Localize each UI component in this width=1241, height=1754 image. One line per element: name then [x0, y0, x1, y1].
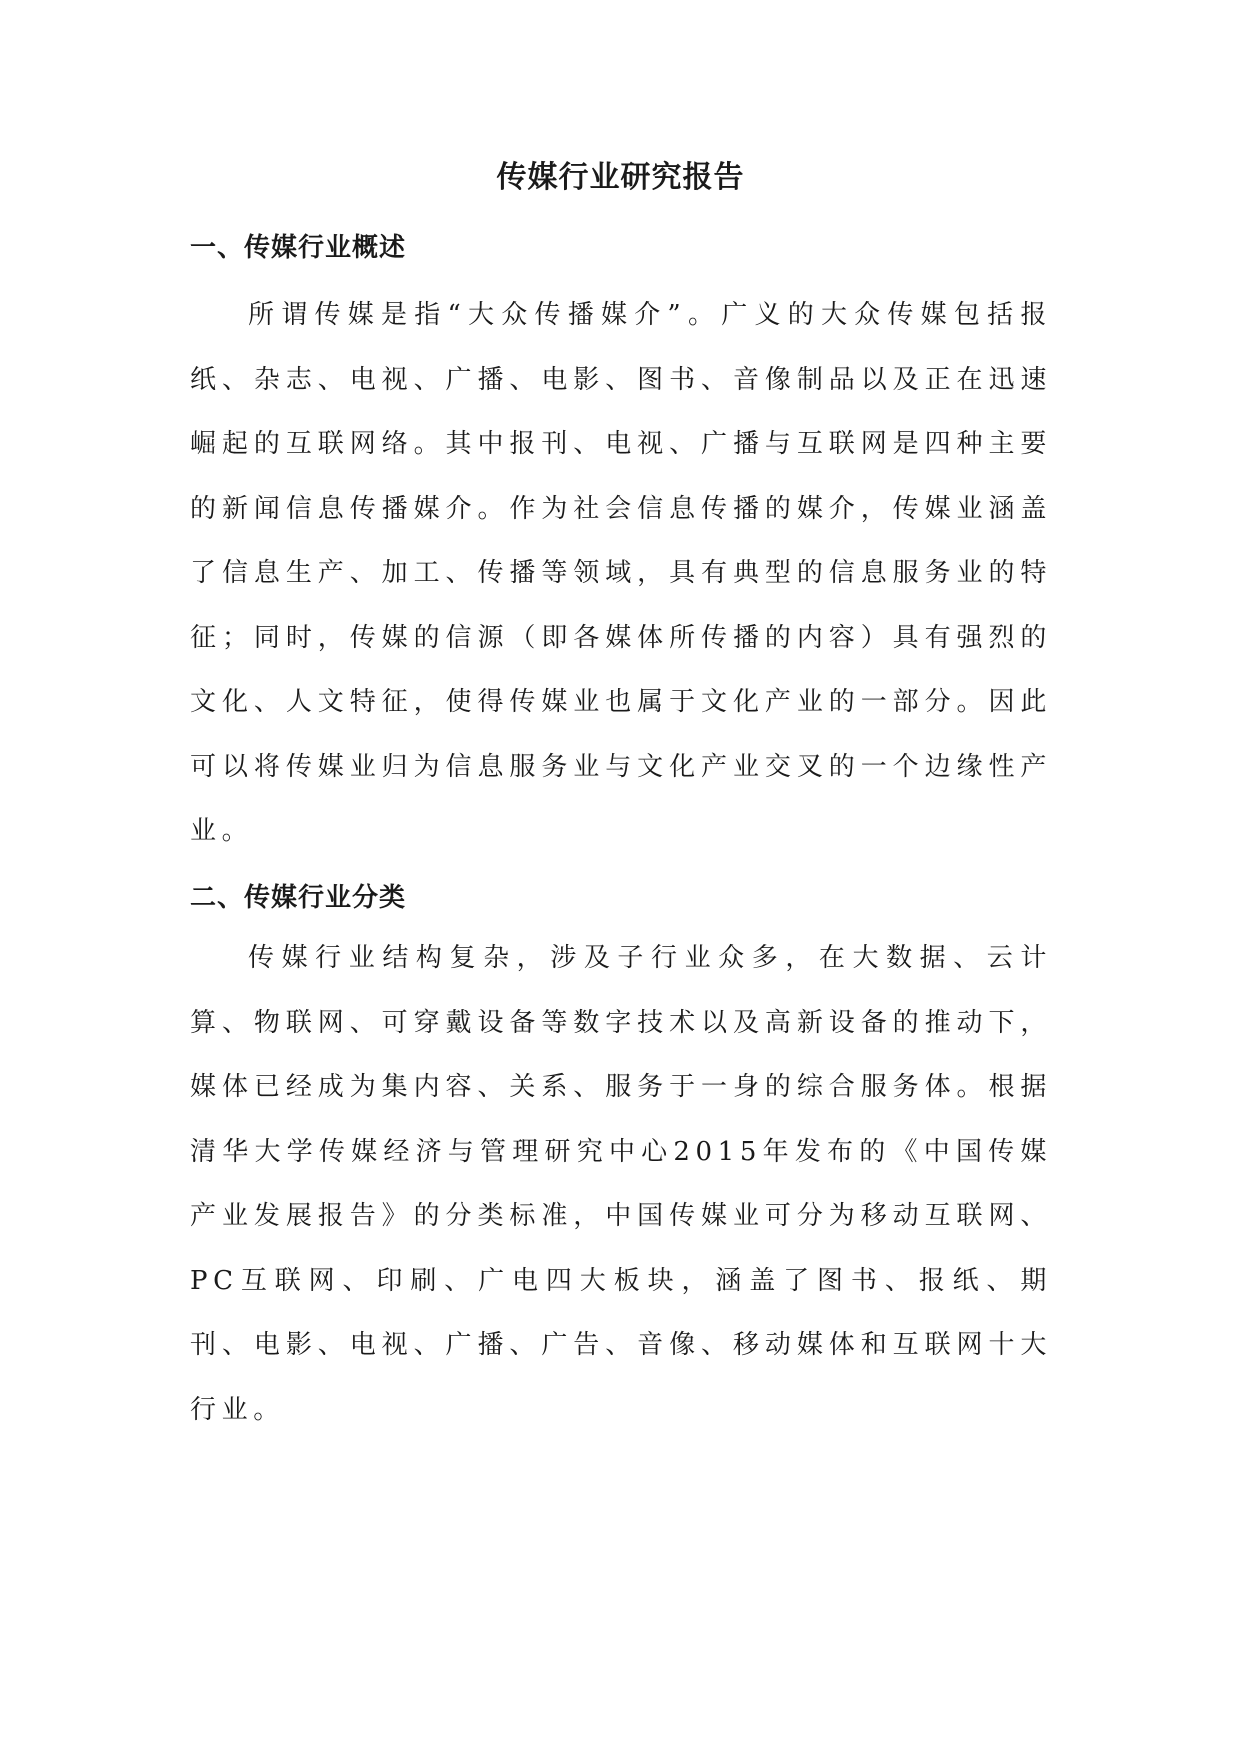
section-heading-classification: 二、传媒行业分类 — [190, 883, 407, 913]
section-paragraph-overview: 所谓传媒是指“大众传播媒介”。广义的大众传媒包括报纸、杂志、电视、广播、电影、图书、音像制品以及正在迅速崛起的互联网络。其中报刊、电视、广播与互联网是四种主要的新闻信息传播媒介。作为社会信息传播的媒介，传媒业涵盖了信息生产、加工、传播等领域，具有典型的信息服务业的特征；同时，传媒的信源（即各媒体所传播的内容）具有强烈的文化、人文特征，使得传媒业也属于文化产业的一部分。因此可以将传媒业归为信息服务业与文化产业交叉的一个边缘性产业。 — [190, 300, 1052, 846]
section-paragraph-classification: 传媒行业结构复杂，涉及子行业众多，在大数据、云计算、物联网、可穿戴设备等数字技术以及高新设备的推动下，媒体已经成为集内容、关系、服务于一身的综合服务体。根据清华大学传媒经济与管理研究中心2015年发布的《中国传媒产业发展报告》的分类标准，中国传媒业可分为移动互联网、PC互联网、印刷、广电四大板块，涵盖了图书、报纸、期刊、电影、电视、广播、广告、音像、移动媒体和互联网十大行业。 — [190, 943, 1052, 1425]
section-heading-overview: 一、传媒行业概述 — [190, 233, 407, 263]
document-title: 传媒行业研究报告 — [496, 160, 745, 195]
